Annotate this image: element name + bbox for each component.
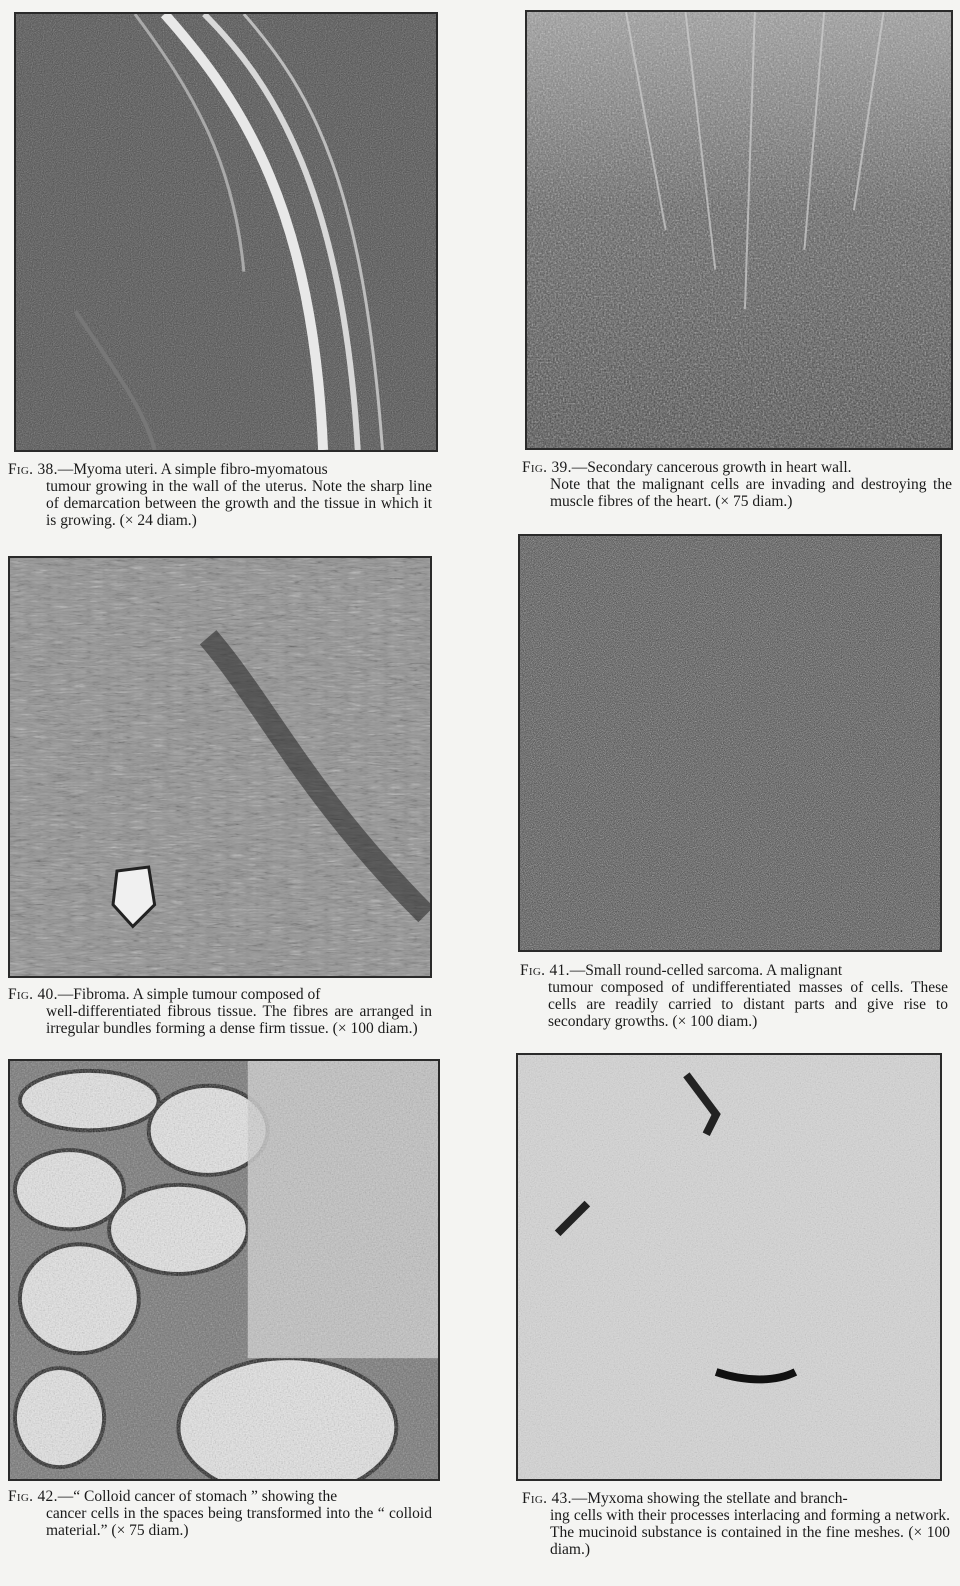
figure-39-micrograph <box>525 10 953 450</box>
figure-41-micrograph <box>518 534 942 952</box>
figure-42-caption: Fig. 42.—“ Colloid cancer of stomach ” showing the cancer cells in the spaces being transformed into the “ colloid material.” (× 75 diam.) <box>8 1488 432 1539</box>
figure-42-micrograph <box>8 1059 440 1481</box>
figure-40-micrograph <box>8 556 432 978</box>
figure-38-caption: Fig. 38.—Myoma uteri. A simple fibro-myomatous tumour growing in the wall of the uterus. Note the sharp line of demarcation between the growth and the tissue in which it is growing. (× 24 diam.) <box>8 461 432 529</box>
figure-38-micrograph <box>14 12 438 452</box>
figure-43-caption: Fig. 43.—Myxoma showing the stellate and branch- ing cells with their processes interlacing and forming a network. The mucinoid substance is contained in the fine meshes. (× 100 diam.) <box>522 1490 950 1558</box>
figure-40-caption: Fig. 40.—Fibroma. A simple tumour composed of well-differentiated fibrous tissue. The fibres are arranged in irregular bundles forming a dense firm tissue. (× 100 diam.) <box>8 986 432 1037</box>
figure-39-caption: Fig. 39.—Secondary cancerous growth in heart wall. Note that the malignant cells are invading and destroying the muscle fibres of the heart. (× 75 diam.) <box>522 459 952 510</box>
figure-43-micrograph <box>516 1053 942 1481</box>
figure-41-caption: Fig. 41.—Small round-celled sarcoma. A malignant tumour composed of undifferentiated masses of cells. These cells are readily carried to distant parts and give rise to secondary growths. (× 100 diam.) <box>520 962 948 1030</box>
